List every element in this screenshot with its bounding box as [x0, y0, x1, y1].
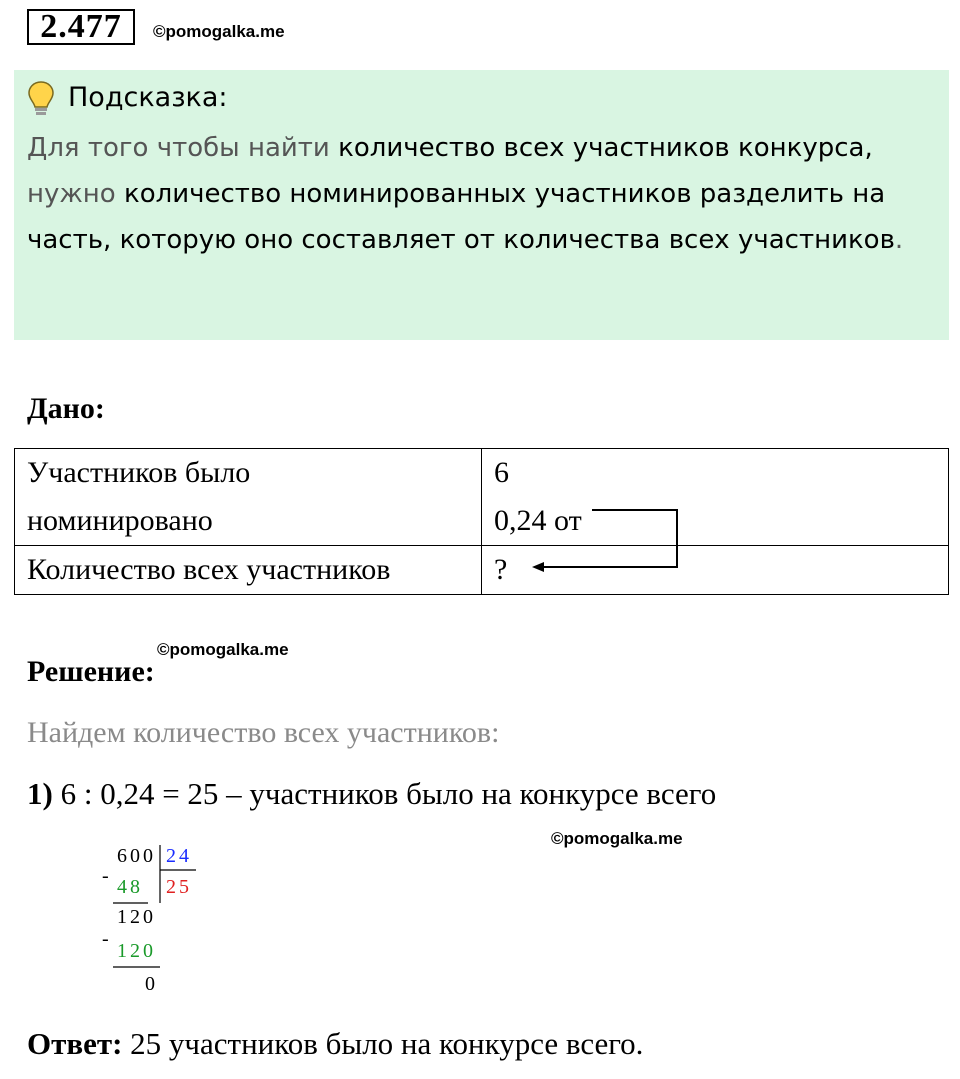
minus-sign: - [102, 865, 112, 887]
hint-title: Подсказка: [68, 82, 228, 113]
remainder-1: 120 [117, 906, 156, 928]
watermark-mid: ©pomogalka.me [157, 640, 289, 659]
dividend: 600 [117, 845, 156, 867]
step-label: 1) [27, 776, 53, 811]
table-cell: ? [482, 546, 949, 595]
minus-sign: - [102, 928, 112, 950]
remainder-2: 0 [145, 973, 158, 995]
answer-text: 25 участников было на конкурсе всего. [122, 1026, 644, 1061]
quotient: 25 [166, 876, 192, 898]
hint-text-part: Для того чтобы найти [27, 133, 339, 163]
watermark-top: ©pomogalka.me [153, 22, 285, 41]
hint-text-part: . [894, 225, 904, 255]
cell-text: 0,24 от [494, 504, 582, 537]
answer-label: Ответ: [27, 1026, 123, 1061]
answer [27, 1026, 643, 1062]
divisor: 24 [166, 845, 192, 867]
hint-text-part: нужно [27, 179, 124, 209]
cell-text: Участников было [27, 456, 251, 489]
hint-text-part: , [864, 133, 873, 163]
hint-text-emph: количество всех участников конкурса [338, 133, 865, 163]
table-cell: Количество всех участников [15, 546, 482, 595]
hint-text-emph: количество номинированных участников разделить на часть, которую оно составляет от количества всех участников [27, 179, 895, 255]
step-text: 6 : 0,24 = 25 – участников было на конкурсе всего [52, 776, 717, 811]
cell-text: 6 [494, 456, 509, 489]
subtrahend-1: 48 [117, 876, 143, 898]
solution-intro: Найдем количество всех участников: [27, 716, 500, 749]
given-heading: Дано: [27, 392, 105, 425]
cell-text: номинировано [27, 504, 213, 537]
watermark-low: ©pomogalka.me [551, 829, 683, 848]
solution-heading: Решение: [27, 655, 155, 688]
subtrahend-2: 120 [117, 940, 156, 962]
problem-number: 2.477 [27, 9, 135, 45]
